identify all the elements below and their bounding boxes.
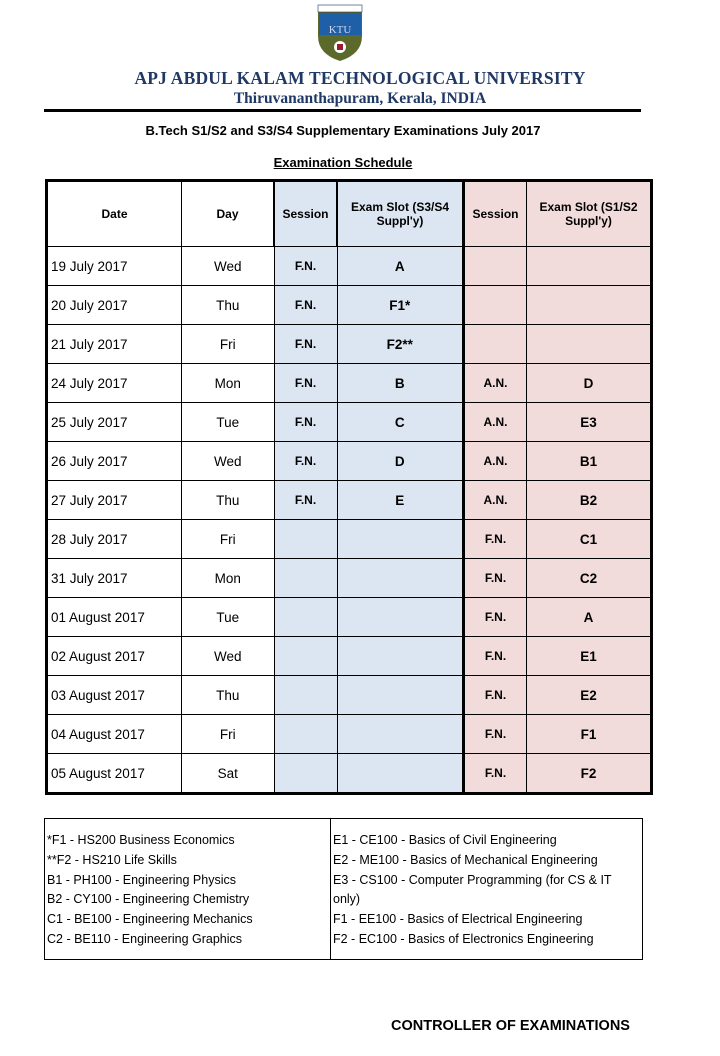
legend-item: B1 - PH100 - Engineering Physics	[47, 872, 236, 887]
session-s1s2-cell: F.N.	[464, 559, 527, 598]
legend-item: E2 - ME100 - Basics of Mechanical Engineering	[333, 852, 598, 867]
session-s3s4-cell: F.N.	[274, 286, 337, 325]
slot-s3s4-cell: A	[337, 247, 464, 286]
session-s1s2-cell	[464, 247, 527, 286]
legend-item: F2 - EC100 - Basics of Electronics Engineering	[333, 931, 594, 946]
legend-item: B2 - CY100 - Engineering Chemistry	[47, 892, 250, 907]
date-cell: 01 August 2017	[47, 598, 182, 637]
table-row	[47, 715, 652, 754]
university-name: APJ ABDUL KALAM TECHNOLOGICAL UNIVERSITY	[134, 68, 586, 88]
date-cell: 31 July 2017	[47, 559, 182, 598]
slot-s3s4-cell	[337, 676, 464, 715]
date-cell: 25 July 2017	[47, 403, 182, 442]
session-s1s2-cell: A.N.	[464, 364, 527, 403]
slot-s1s2-cell: F2	[527, 754, 652, 794]
slot-s3s4-cell	[337, 598, 464, 637]
session-s3s4-cell: F.N.	[274, 442, 337, 481]
date-cell: 05 August 2017	[47, 754, 182, 794]
table-row	[47, 364, 652, 403]
table-row	[47, 442, 652, 481]
slot-s1s2-cell: A	[527, 598, 652, 637]
session-s1s2-cell: F.N.	[464, 637, 527, 676]
day-cell: Tue	[182, 403, 275, 442]
header-slot-s1s2: Exam Slot (S1/S2 Suppl'y)	[527, 181, 652, 247]
slot-s3s4-cell	[337, 559, 464, 598]
slot-s3s4-cell: E	[337, 481, 464, 520]
table-row	[47, 247, 652, 286]
slot-s1s2-cell: F1	[527, 715, 652, 754]
day-cell: Mon	[182, 559, 275, 598]
legend-item: E3 - CS100 - Computer Programming (for CS & IT only)	[333, 872, 612, 907]
slot-s1s2-cell: C1	[527, 520, 652, 559]
day-cell: Fri	[182, 325, 275, 364]
date-cell: 24 July 2017	[47, 364, 182, 403]
day-cell: Thu	[182, 676, 275, 715]
schedule-table	[45, 179, 653, 795]
day-cell: Thu	[182, 481, 275, 520]
legend-left	[45, 819, 331, 959]
slot-s3s4-cell	[337, 754, 464, 794]
schedule-title: Examination Schedule	[273, 155, 413, 170]
slot-s1s2-cell: B1	[527, 442, 652, 481]
slot-s3s4-cell: C	[337, 403, 464, 442]
slot-s3s4-cell	[337, 520, 464, 559]
day-cell: Wed	[182, 247, 275, 286]
table-row	[47, 559, 652, 598]
date-cell: 21 July 2017	[47, 325, 182, 364]
slot-s1s2-cell: E3	[527, 403, 652, 442]
date-cell: 28 July 2017	[47, 520, 182, 559]
day-cell: Sat	[182, 754, 275, 794]
session-s3s4-cell	[274, 559, 337, 598]
slot-s1s2-cell	[527, 325, 652, 364]
session-s3s4-cell: F.N.	[274, 325, 337, 364]
svg-text:KTU: KTU	[328, 24, 352, 36]
table-row	[47, 403, 652, 442]
day-cell: Wed	[182, 442, 275, 481]
table-row	[47, 637, 652, 676]
table-header-row	[47, 181, 652, 247]
session-s3s4-cell	[274, 637, 337, 676]
slot-s1s2-cell	[527, 286, 652, 325]
session-s3s4-cell	[274, 676, 337, 715]
slot-s3s4-cell: F2**	[337, 325, 464, 364]
header-slot-s3s4: Exam Slot (S3/S4 Suppl'y)	[337, 181, 464, 247]
slot-s3s4-cell: F1*	[337, 286, 464, 325]
session-s3s4-cell	[274, 715, 337, 754]
header-session-s3s4: Session	[274, 181, 337, 247]
day-cell: Wed	[182, 637, 275, 676]
date-cell: 19 July 2017	[47, 247, 182, 286]
legend-item: *F1 - HS200 Business Economics	[47, 833, 235, 847]
session-s1s2-cell	[464, 325, 527, 364]
slot-s3s4-cell	[337, 715, 464, 754]
slot-s1s2-cell: E2	[527, 676, 652, 715]
legend-item: E1 - CE100 - Basics of Civil Engineering	[333, 833, 557, 847]
session-s3s4-cell: F.N.	[274, 481, 337, 520]
slot-legend	[44, 818, 643, 960]
table-row	[47, 481, 652, 520]
legend-item: F1 - EE100 - Basics of Electrical Engineering	[333, 912, 583, 927]
date-cell: 02 August 2017	[47, 637, 182, 676]
legend-item: C1 - BE100 - Engineering Mechanics	[47, 912, 253, 927]
legend-right	[331, 819, 641, 959]
header-divider	[44, 109, 641, 112]
session-s1s2-cell: A.N.	[464, 442, 527, 481]
slot-s1s2-cell: B2	[527, 481, 652, 520]
session-s3s4-cell: F.N.	[274, 364, 337, 403]
session-s3s4-cell: F.N.	[274, 247, 337, 286]
table-row	[47, 598, 652, 637]
session-s1s2-cell: A.N.	[464, 403, 527, 442]
date-cell: 20 July 2017	[47, 286, 182, 325]
header-day: Day	[182, 181, 275, 247]
exam-title: B.Tech S1/S2 and S3/S4 Supplementary Examinations July 2017	[145, 123, 541, 138]
slot-s3s4-cell: D	[337, 442, 464, 481]
slot-s1s2-cell: D	[527, 364, 652, 403]
header-session-s1s2: Session	[464, 181, 527, 247]
session-s3s4-cell	[274, 598, 337, 637]
date-cell: 04 August 2017	[47, 715, 182, 754]
session-s1s2-cell	[464, 286, 527, 325]
session-s1s2-cell: F.N.	[464, 676, 527, 715]
day-cell: Fri	[182, 520, 275, 559]
session-s1s2-cell: F.N.	[464, 754, 527, 794]
slot-s1s2-cell: E1	[527, 637, 652, 676]
session-s3s4-cell	[274, 520, 337, 559]
table-row	[47, 754, 652, 794]
date-cell: 03 August 2017	[47, 676, 182, 715]
session-s1s2-cell: F.N.	[464, 715, 527, 754]
session-s1s2-cell: F.N.	[464, 520, 527, 559]
day-cell: Fri	[182, 715, 275, 754]
signature: CONTROLLER OF EXAMINATIONS	[391, 1018, 630, 1034]
university-location: Thiruvananthapuram, Kerala, INDIA	[233, 90, 487, 107]
day-cell: Thu	[182, 286, 275, 325]
date-cell: 26 July 2017	[47, 442, 182, 481]
session-s1s2-cell: A.N.	[464, 481, 527, 520]
session-s3s4-cell	[274, 754, 337, 794]
table-row	[47, 520, 652, 559]
header-date: Date	[47, 181, 182, 247]
day-cell: Tue	[182, 598, 275, 637]
legend-item: C2 - BE110 - Engineering Graphics	[47, 931, 243, 946]
legend-item: **F2 - HS210 Life Skills	[47, 852, 177, 867]
slot-s1s2-cell: C2	[527, 559, 652, 598]
day-cell: Mon	[182, 364, 275, 403]
session-s1s2-cell: F.N.	[464, 598, 527, 637]
slot-s3s4-cell: B	[337, 364, 464, 403]
slot-s1s2-cell	[527, 247, 652, 286]
slot-s3s4-cell	[337, 637, 464, 676]
table-row	[47, 325, 652, 364]
date-cell: 27 July 2017	[47, 481, 182, 520]
table-row	[47, 676, 652, 715]
session-s3s4-cell: F.N.	[274, 403, 337, 442]
university-logo	[317, 4, 363, 62]
table-row	[47, 286, 652, 325]
